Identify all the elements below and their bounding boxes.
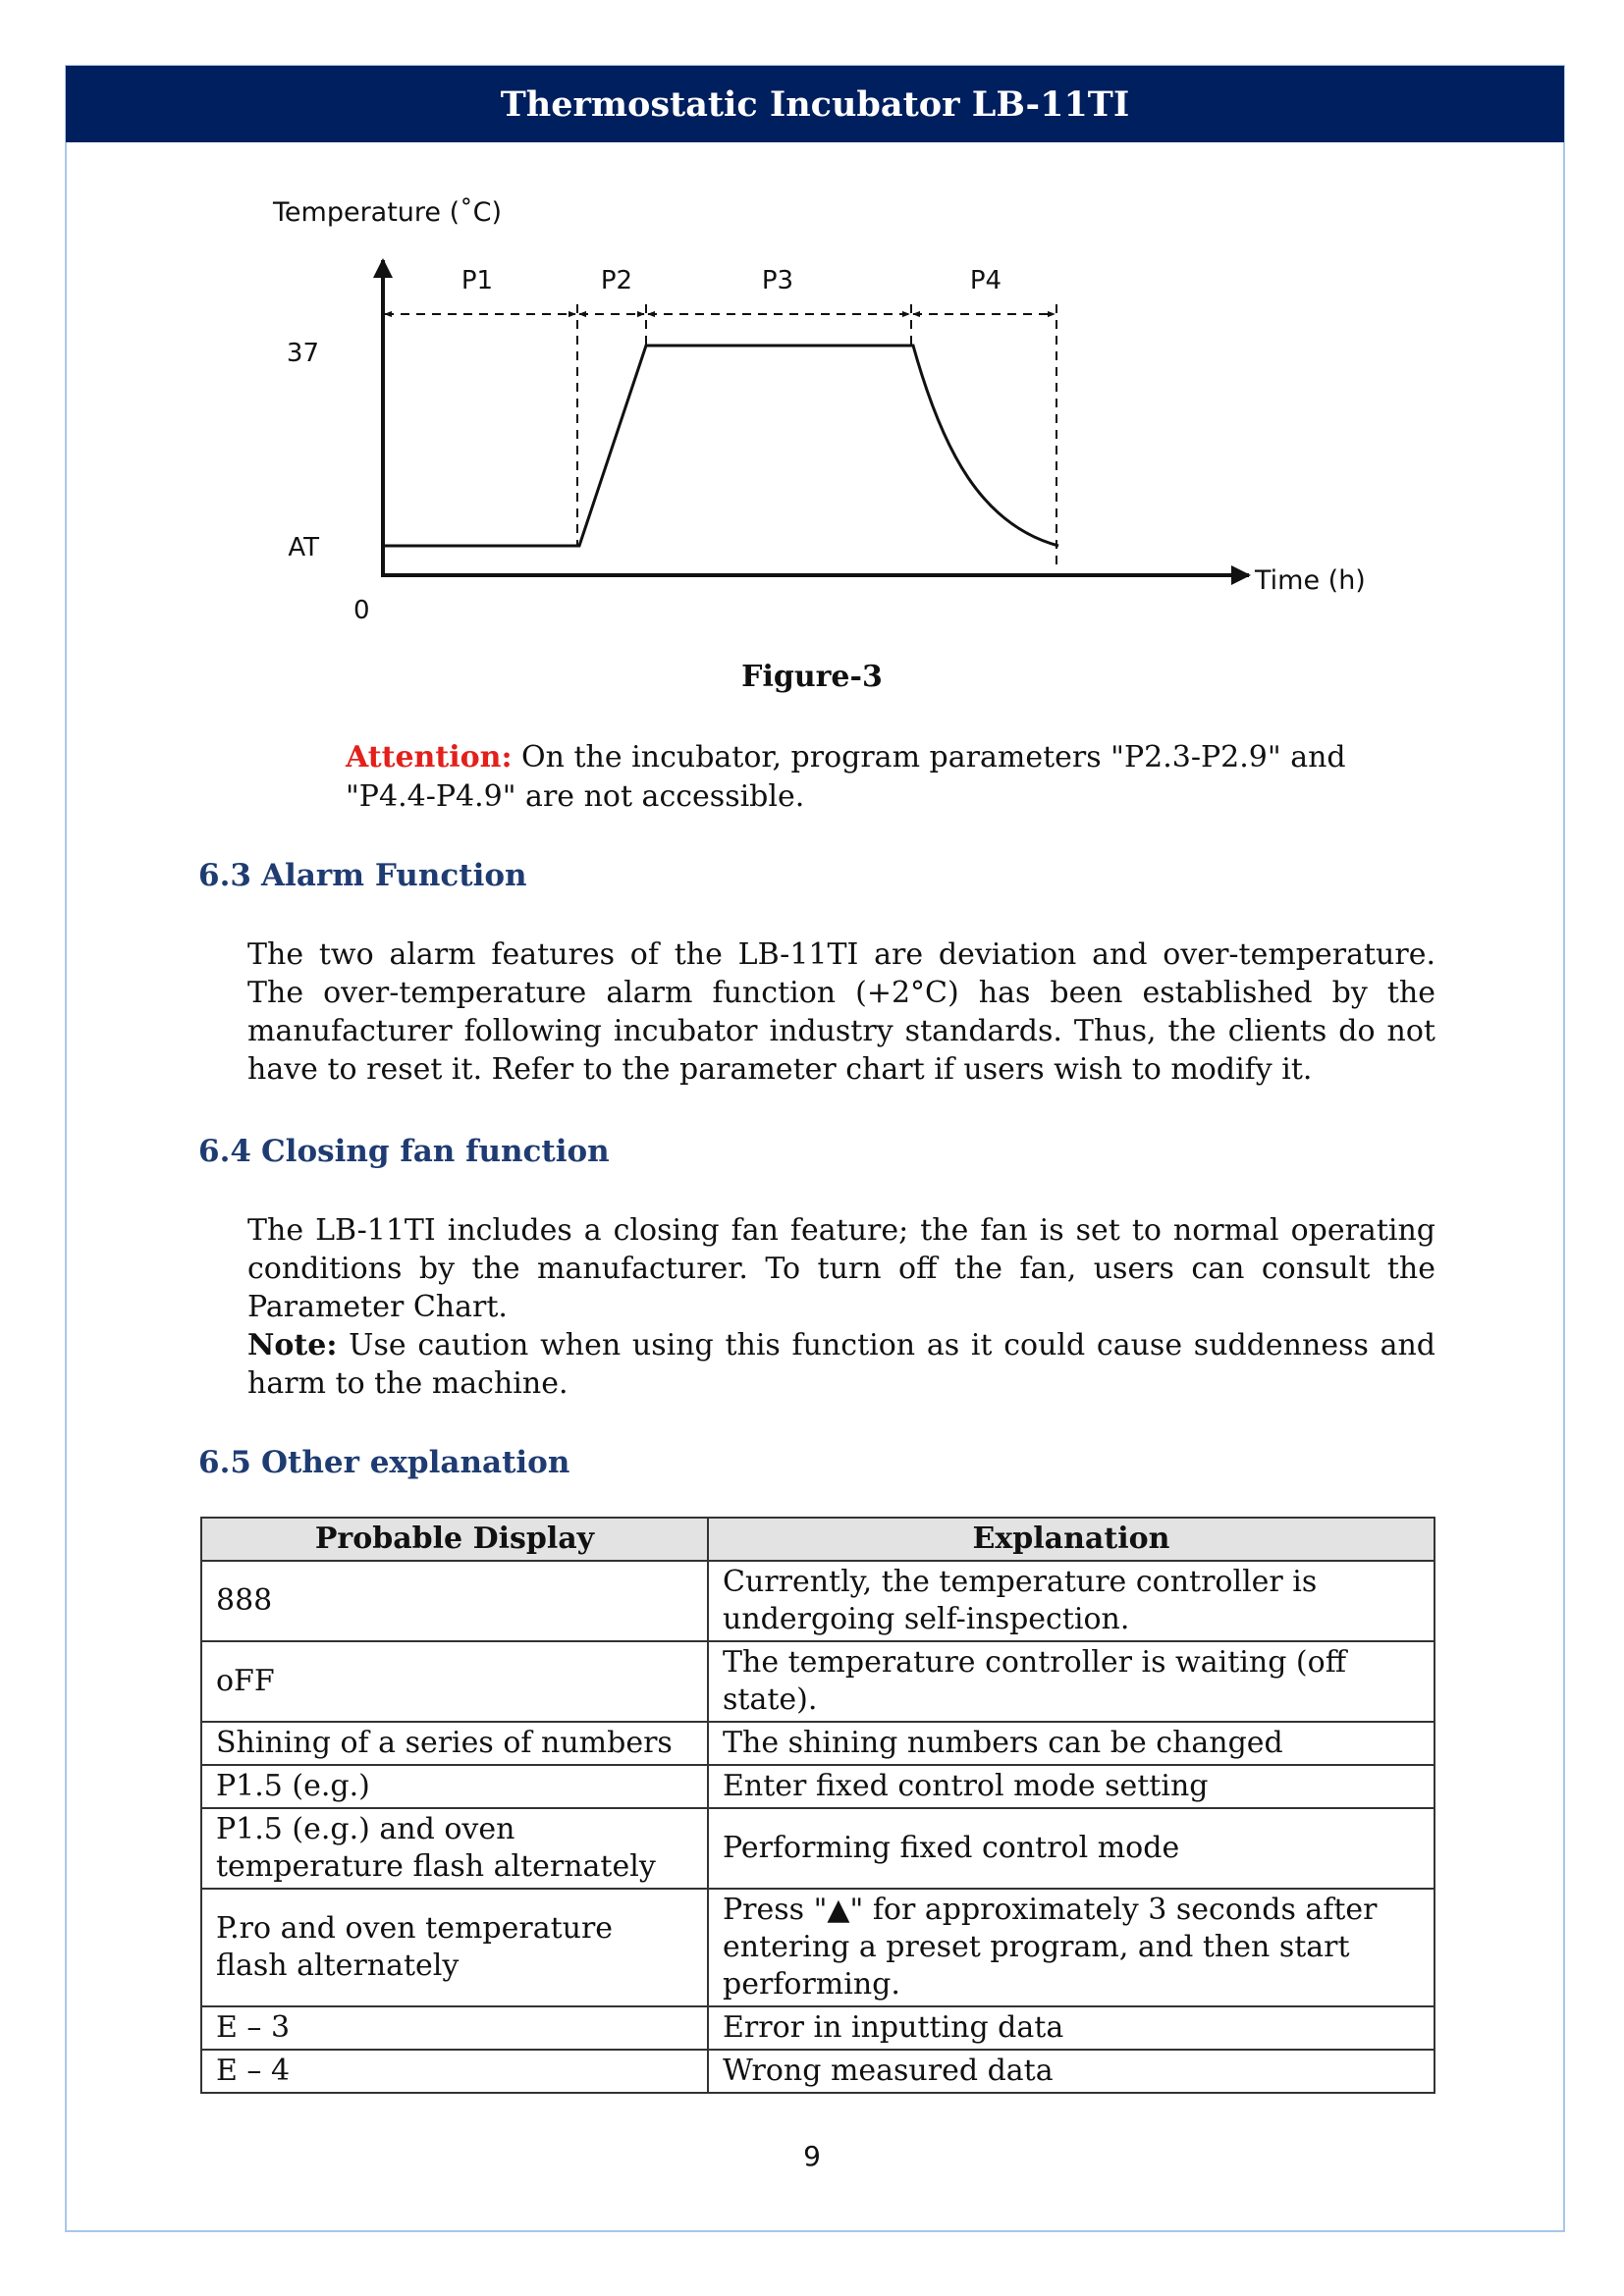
display-cell: E – 3: [201, 2006, 708, 2050]
section-heading-fan: [198, 1134, 610, 1169]
x-axis-label: Time (h): [1255, 565, 1366, 596]
section-heading-other: [198, 1445, 569, 1480]
display-cell: oFF: [201, 1641, 708, 1722]
fan-paragraph: [247, 1211, 1435, 1403]
display-cell: P1.5 (e.g.) and oven temperature flash alternately: [201, 1808, 708, 1889]
attention-note: [346, 738, 1435, 817]
table-row: [201, 2006, 1435, 2050]
table-header-row: [201, 1518, 1435, 1561]
table-row: [201, 1561, 1435, 1641]
display-explanation-table: [200, 1517, 1435, 2094]
section-title: Other explanation: [261, 1445, 570, 1480]
table-row: [201, 1808, 1435, 1889]
header-probable-display: Probable Display: [201, 1518, 708, 1561]
display-cell: Shining of a series of numbers: [201, 1722, 708, 1765]
section-number: 6.5: [198, 1445, 251, 1480]
page-header: [66, 66, 1564, 142]
section-number: 6.3: [198, 858, 251, 893]
phase-label-p1: P1: [460, 266, 494, 295]
explanation-cell: Press "▲" for approximately 3 seconds after entering a preset program, and then start performing.: [708, 1889, 1435, 2006]
section-title: Closing fan function: [261, 1134, 610, 1169]
explanation-cell: The temperature controller is waiting (off state).: [708, 1641, 1435, 1722]
y-tick-zero: 0: [353, 596, 370, 625]
y-tick-37: 37: [286, 339, 319, 368]
fan-text: The LB-11TI includes a closing fan feature; the fan is set to normal operating conditions by the manufacturer. To turn off the fan, users can consult the Parameter Chart.: [247, 1213, 1435, 1324]
explanation-cell: The shining numbers can be changed: [708, 1722, 1435, 1765]
explanation-cell: Enter fixed control mode setting: [708, 1765, 1435, 1808]
temperature-curve: [385, 346, 1058, 546]
display-cell: P1.5 (e.g.): [201, 1765, 708, 1808]
alarm-paragraph: The two alarm features of the LB-11TI are deviation and over-temperature. The over-temperature alarm function (+2°C) has been established by the manufacturer following incubator industry standards. Thus, the clients do not have to reset it. Refer to the parameter chart if users wish to modify it.: [247, 937, 1435, 1087]
page-number: 9: [803, 2140, 821, 2172]
phase-label-p3: P3: [761, 266, 794, 295]
attention-text: On the incubator, program parameters "P2.3-P2.9" and "P4.4-P4.9" are not accessible.: [346, 740, 1346, 814]
note-text: Use caution when using this function as it could cause suddenness and harm to the machine.: [247, 1328, 1435, 1401]
section-number: 6.4: [198, 1134, 251, 1169]
table-row: [201, 1889, 1435, 2006]
phase-label-p2: P2: [600, 266, 633, 295]
temperature-profile-chart: [265, 187, 1384, 638]
figure-caption: Figure-3: [741, 660, 883, 694]
note-label: Note:: [247, 1328, 338, 1362]
header-title: Thermostatic Incubator LB-11TI: [500, 83, 1130, 125]
explanation-cell: Performing fixed control mode: [708, 1808, 1435, 1889]
y-axis-label: Temperature (˚C): [273, 197, 503, 228]
explanation-cell: Error in inputting data: [708, 2006, 1435, 2050]
phase-label-p4: P4: [969, 266, 1002, 295]
table-row: [201, 1641, 1435, 1722]
y-tick-at: AT: [288, 533, 319, 562]
section-title: Alarm Function: [261, 858, 527, 893]
table-row: [201, 1765, 1435, 1808]
display-cell: E – 4: [201, 2050, 708, 2093]
explanation-cell: Currently, the temperature controller is undergoing self-inspection.: [708, 1561, 1435, 1641]
table-row: [201, 2050, 1435, 2093]
table-row: [201, 1722, 1435, 1765]
attention-label: Attention:: [346, 740, 513, 774]
section-heading-alarm: [198, 858, 527, 893]
display-cell: P.ro and oven temperature flash alternately: [201, 1889, 708, 2006]
header-explanation: Explanation: [708, 1518, 1435, 1561]
explanation-cell: Wrong measured data: [708, 2050, 1435, 2093]
display-cell: 888: [201, 1561, 708, 1641]
